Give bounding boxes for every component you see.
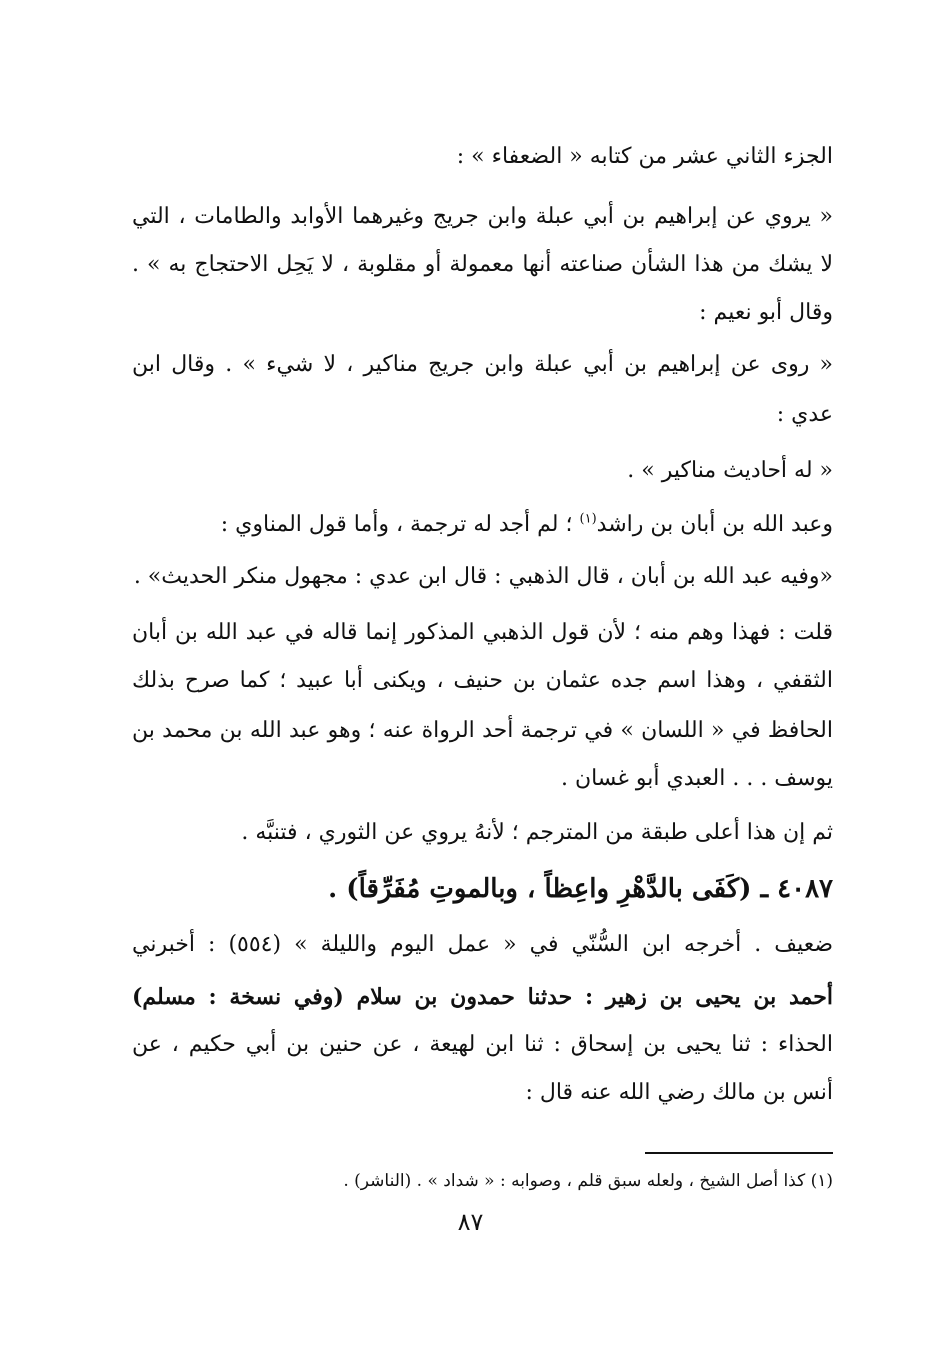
text-line: أنس بن مالك رضي الله عنه قال :: [525, 1080, 833, 1105]
text-line: « روى عن إبراهيم بن أبي عبلة وابن جريج مناكير ، لا شيء » . وقال ابن: [132, 352, 833, 377]
footnote: (١) كذا أصل الشيخ ، ولعله سبق قلم ، وصوابه : « شداد » . (الناشر) .: [343, 1171, 833, 1191]
text-segment: ؛ لم أجد له ترجمة ، وأما قول المناوي :: [220, 512, 573, 537]
text-line: يوسف . . . العبدي أبو غسان .: [560, 766, 833, 791]
text-segment: وعبد الله بن أبان بن راشد: [596, 512, 833, 537]
text-line: « يروي عن إبراهيم بن أبي عبلة وابن جريج وغيرهما الأوابد والطامات ، التي: [132, 204, 833, 229]
text-line: الحذاء : ثنا يحيى بن إسحاق : ثنا ابن لهيعة ، عن حنين بن أبي حكيم ، عن: [132, 1032, 833, 1057]
text-line: الجزء الثاني عشر من كتابه « الضعفاء » :: [456, 144, 833, 169]
text-line: « له أحاديث مناكير » .: [627, 458, 833, 483]
text-line: «وفيه عبد الله بن أبان ، قال الذهبي : قال ابن عدي : مجهول منكر الحديث» .: [133, 564, 833, 589]
text-line: ثم إن هذا أعلى طبقة من المترجم ؛ لأنهُ يروي عن الثوري ، فتنبَّه .: [241, 820, 833, 845]
text-line: قلت : فهذا وهم منه ؛ لأن قول الذهبي المذكور إنما قاله في عبد الله بن أبان: [132, 620, 833, 645]
page-number: ٨٧: [457, 1208, 484, 1236]
text-line: ضعيف . أخرجه ابن السُّنّي في « عمل اليوم والليلة » (٥٥٤) : أخبرني: [132, 932, 833, 957]
text-line: عدي :: [776, 402, 833, 427]
text-line: وقال أبو نعيم :: [699, 300, 833, 325]
text-line: الثقفي ، وهذا اسم جده عثمان بن حنيف ، ويكنى أبا عبيد ؛ كما صرح بذلك: [132, 668, 833, 693]
text-line-with-footnote-ref: [221, 510, 833, 540]
footnote-divider: [645, 1152, 833, 1154]
text-line: الحافظ في « اللسان » في ترجمة أحد الرواة عنه ؛ وهو عبد الله بن محمد بن: [132, 718, 833, 743]
footnote-reference: (١): [579, 511, 597, 527]
hadith-heading: ٤٠٨٧ ـ (كَفَى بالدَّهْرِ واعِظاً ، وبالموتِ مُفَرِّقاً) .: [328, 874, 833, 904]
text-line: أحمد بن يحيى بن زهير : حدثنا حمدون بن سلام (وفي نسخة : مسلم): [132, 984, 833, 1010]
text-line: لا يشك من هذا الشأن صناعته أنها معمولة أو مقلوبة ، لا يَحِل الاحتجاج به » .: [132, 252, 833, 277]
